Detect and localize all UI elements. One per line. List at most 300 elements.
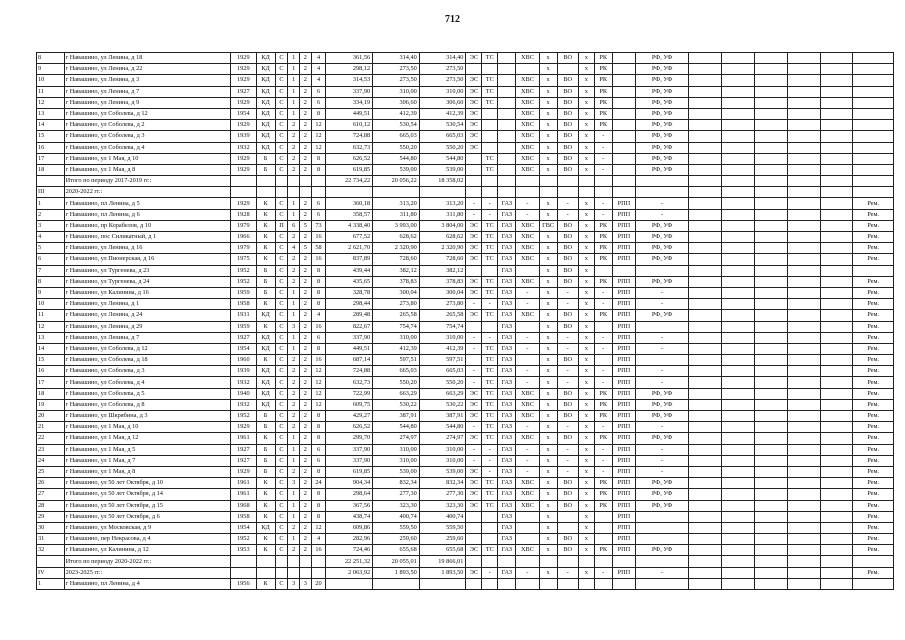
table-cell [754,310,787,321]
table-cell [299,556,311,567]
table-cell [721,489,754,500]
table-cell: х [578,411,594,422]
table-cell: 2 [299,399,311,410]
table-cell [482,578,498,589]
table-cell: 530,22 [373,399,420,410]
table-cell: ХВС [516,254,539,265]
table-cell: 1939 [231,366,256,377]
table-cell [256,567,275,578]
table-cell [721,545,754,556]
table-cell: х [578,567,594,578]
table-cell: 2 [299,534,311,545]
table-cell: С [275,355,288,366]
table-cell: 539,00 [373,466,420,477]
table-cell [689,478,722,489]
table-cell: 1 [288,534,300,545]
table-cell: 1 [288,332,300,343]
table-cell: 1 [288,310,300,321]
table-cell [498,64,516,75]
table-cell [820,578,853,589]
table-cell [288,556,300,567]
table-cell: ГАЗ [498,343,516,354]
table-cell: - [482,332,498,343]
table-cell [721,578,754,589]
table-cell: ТС [482,220,498,231]
table-cell: 544,80 [419,422,466,433]
table-cell [689,254,722,265]
table-cell: ЭС [466,220,482,231]
table-cell [612,164,635,175]
table-cell: 4 [311,534,326,545]
table-cell: 16 [311,321,326,332]
table-cell: Рем. [853,489,894,500]
table-cell [636,355,689,366]
table-cell: ГАЗ [498,522,516,533]
table-cell: К [256,321,275,332]
table-cell: ГАЗ [498,299,516,310]
table-cell: ЭС [466,276,482,287]
table-cell [787,276,820,287]
table-cell [754,511,787,522]
table-cell: ГВС [539,220,557,231]
table-cell: РК [594,478,612,489]
table-cell: - [557,567,578,578]
address-cell: г Навашино, ул Соболева, д 18 [64,355,231,366]
address-cell: г Навашино, ул 50 лет Октября, д 6 [64,511,231,522]
table-cell: ЭС [466,500,482,511]
table-cell [689,108,722,119]
table-cell: х [578,466,594,477]
table-cell [557,578,578,589]
address-cell: г Навашино, пер Некрасова, д 4 [64,534,231,545]
table-cell: х [578,131,594,142]
table-cell: - [516,287,539,298]
table-cell [689,153,722,164]
table-cell: РПП [612,399,635,410]
table-cell: ХВС [516,411,539,422]
table-cell: 8 [311,287,326,298]
table-cell: ВО [557,399,578,410]
table-cell: 2 [299,64,311,75]
table-cell: ВО [557,388,578,399]
table-cell [754,97,787,108]
table-cell [721,534,754,545]
table-cell [231,187,256,198]
table-cell [612,142,635,153]
table-cell: ЭС [466,433,482,444]
table-cell: РК [594,276,612,287]
table-cell: К [256,578,275,589]
table-cell [853,164,894,175]
table-cell [853,86,894,97]
table-cell [721,131,754,142]
table-cell: 2 [299,489,311,500]
table-cell [498,120,516,131]
table-cell [557,556,578,567]
table-cell [721,478,754,489]
table-cell: х [539,500,557,511]
table-cell [787,388,820,399]
table-cell [721,355,754,366]
table-cell: х [578,243,594,254]
table-cell: - [466,377,482,388]
table-cell: 22 251,32 [326,556,373,567]
table-cell: ХВС [516,220,539,231]
table-cell [754,556,787,567]
table-cell [721,567,754,578]
table-cell [754,64,787,75]
table-cell: х [578,522,594,533]
table-cell [721,422,754,433]
table-cell: ХВС [516,86,539,97]
table-cell: К [256,511,275,522]
table-cell: х [578,53,594,64]
table-cell: х [578,500,594,511]
table-cell: 12 [311,142,326,153]
table-cell: ТС [482,97,498,108]
table-cell [853,120,894,131]
address-cell: г Навашино, ул 1 Мая, д 5 [64,444,231,455]
table-cell: ТС [482,411,498,422]
table-cell: 3 804,00 [419,220,466,231]
table-cell [820,265,853,276]
table-cell: 274,97 [373,433,420,444]
table-cell [516,511,539,522]
table-cell: ГАЗ [498,545,516,556]
table-row [37,153,894,164]
table-cell: 323,30 [419,500,466,511]
address-cell: г Навашино, ул Ленина, д 18 [64,53,231,64]
table-cell: - [636,444,689,455]
table-cell: 2 [299,411,311,422]
table-cell: 58 [311,243,326,254]
table-cell [787,444,820,455]
table-cell: 277,30 [419,489,466,500]
table-cell: КД [256,399,275,410]
table-cell: С [275,108,288,119]
table-cell [820,164,853,175]
table-cell: 544,80 [373,153,420,164]
table-row [37,567,894,578]
table-cell: х [578,276,594,287]
address-cell: г Навашино, ул 50 лет Октября, д 14 [64,489,231,500]
table-cell: РФ, УФ [636,97,689,108]
table-cell [787,243,820,254]
table-cell: 2 [299,131,311,142]
table-cell: 2 [299,511,311,522]
table-cell: Рем. [853,220,894,231]
table-cell: С [275,276,288,287]
table-cell [594,556,612,567]
table-cell [721,287,754,298]
table-cell: х [578,299,594,310]
table-cell [498,131,516,142]
table-cell: ЭС [466,411,482,422]
table-cell: 12 [311,120,326,131]
table-cell [612,53,635,64]
table-cell [498,75,516,86]
row-index-cell: 9 [37,287,65,298]
table-cell: С [275,75,288,86]
table-cell [689,522,722,533]
table-cell: 822,67 [326,321,373,332]
row-index-cell: 27 [37,489,65,500]
table-cell: - [594,377,612,388]
table-cell: 73 [311,220,326,231]
table-cell: 1 893,50 [373,567,420,578]
table-cell: 530,22 [419,399,466,410]
row-index-cell: 20 [37,411,65,422]
table-cell: 1 [288,198,300,209]
table-cell: ТС [482,377,498,388]
table-cell: 310,00 [419,444,466,455]
table-cell: К [256,534,275,545]
table-cell: 2 [299,355,311,366]
table-cell: Рем. [853,243,894,254]
table-cell [754,108,787,119]
table-row [37,209,894,220]
table-cell [636,522,689,533]
table-cell: 8 [311,265,326,276]
table-cell [787,287,820,298]
table-cell: 2 [288,545,300,556]
table-cell [636,534,689,545]
table-cell: х [539,164,557,175]
table-cell: РФ, УФ [636,153,689,164]
table-cell [689,455,722,466]
table-cell: 337,90 [326,86,373,97]
table-cell [820,388,853,399]
row-index-cell: 12 [37,97,65,108]
table-row [37,187,894,198]
table-cell: РФ, УФ [636,75,689,86]
table-cell [754,75,787,86]
table-cell: С [275,388,288,399]
table-cell: 754,74 [373,321,420,332]
table-cell: С [275,377,288,388]
table-cell: КД [256,388,275,399]
table-cell: 832,34 [373,478,420,489]
table-cell [820,343,853,354]
address-cell: г Навашино, ул Пионерская, д 16 [64,254,231,265]
table-cell [482,64,498,75]
table-cell: С [275,232,288,243]
table-cell [498,164,516,175]
table-cell [299,567,311,578]
table-cell: ГАЗ [498,422,516,433]
table-row [37,75,894,86]
row-index-cell: 14 [37,343,65,354]
table-cell: РПП [612,220,635,231]
table-cell: 597,51 [419,355,466,366]
table-cell: РФ, УФ [636,545,689,556]
table-cell: 274,97 [419,433,466,444]
table-cell: КД [256,75,275,86]
table-cell: 1931 [231,310,256,321]
table-cell: х [539,243,557,254]
table-cell: 1929 [231,466,256,477]
table-cell: х [578,254,594,265]
table-cell [689,388,722,399]
table-cell: КД [256,131,275,142]
table-cell [754,187,787,198]
table-cell: 1929 [231,422,256,433]
table-cell: х [578,478,594,489]
table-cell [721,120,754,131]
table-cell: х [539,142,557,153]
table-cell: Рем. [853,478,894,489]
table-cell: 8 [311,108,326,119]
table-cell [754,198,787,209]
table-cell: 1961 [231,478,256,489]
table-cell [612,86,635,97]
row-index-cell: 5 [37,243,65,254]
table-cell: 632,73 [326,142,373,153]
table-cell: 2 [288,131,300,142]
table-cell: 4 [311,75,326,86]
table-cell: 1 [288,86,300,97]
table-cell [754,332,787,343]
table-cell: ЭС [466,287,482,298]
table-cell [820,198,853,209]
table-cell [853,142,894,153]
table-cell: ВО [557,131,578,142]
table-cell: х [539,433,557,444]
table-cell [820,310,853,321]
table-cell [594,187,612,198]
table-cell [689,411,722,422]
table-cell [636,265,689,276]
table-cell [853,75,894,86]
table-cell: 449,51 [326,343,373,354]
table-cell [721,198,754,209]
table-cell: ХВС [516,399,539,410]
table-cell: 6 [311,455,326,466]
table-cell: К [256,232,275,243]
table-cell: 8 [311,164,326,175]
table-cell [820,131,853,142]
table-cell: Рем. [853,534,894,545]
table-cell [787,176,820,187]
table-cell [787,377,820,388]
table-cell: РФ, УФ [636,220,689,231]
table-cell: ЭС [466,97,482,108]
table-cell: ВО [557,243,578,254]
address-cell: г Навашино, ул Шкрябина, д 3 [64,411,231,422]
table-cell: РФ, УФ [636,64,689,75]
table-cell: ГАЗ [498,366,516,377]
address-cell: г Навашино, ул 1 Мая, д 12 [64,433,231,444]
table-cell [498,578,516,589]
table-cell: С [275,343,288,354]
table-cell: 1939 [231,131,256,142]
row-index-cell: 24 [37,455,65,466]
table-cell: Рем. [853,232,894,243]
table-cell [482,522,498,533]
table-cell: ГАЗ [498,243,516,254]
table-cell [689,97,722,108]
table-cell: 1953 [231,545,256,556]
table-cell [466,321,482,332]
table-cell [516,522,539,533]
table-cell: 378,83 [419,276,466,287]
table-cell [498,153,516,164]
table-cell: х [539,265,557,276]
table-cell: С [275,444,288,455]
table-cell: С [275,422,288,433]
table-cell: РПП [612,332,635,343]
address-cell: г Навашино, ул Калинина, д 16 [64,287,231,298]
table-cell [689,220,722,231]
table-cell: 1 [288,433,300,444]
table-row [37,97,894,108]
table-cell: 2 [299,198,311,209]
table-cell [721,556,754,567]
table-cell: 1928 [231,209,256,220]
table-cell: х [539,511,557,522]
table-cell: ГАЗ [498,209,516,220]
table-cell: 1958 [231,511,256,522]
table-cell: - [557,444,578,455]
row-index-cell: 11 [37,310,65,321]
table-row [37,478,894,489]
table-cell: 22 734,22 [326,176,373,187]
table-cell: ЭС [466,232,482,243]
row-index-cell: 18 [37,164,65,175]
table-cell: РК [594,489,612,500]
table-cell: 24 [311,478,326,489]
address-cell: г Навашино, ул Ленина, д 16 [64,243,231,254]
table-cell [754,444,787,455]
table-cell: - [594,131,612,142]
table-cell: 6 [311,332,326,343]
table-cell: С [275,64,288,75]
table-cell [482,534,498,545]
table-cell [326,187,373,198]
table-cell: ВО [557,53,578,64]
table-cell [754,466,787,477]
address-cell: г Навашино, пос Силикатный, д 1 [64,232,231,243]
table-cell: 435,65 [326,276,373,287]
table-cell: Рем. [853,299,894,310]
table-cell: КД [256,53,275,64]
table-cell: К [256,254,275,265]
table-cell: ТС [482,478,498,489]
table-cell: 1 [288,97,300,108]
table-cell: ЭС [466,567,482,578]
table-cell: С [275,243,288,254]
table-cell: К [256,545,275,556]
table-cell: ВО [557,120,578,131]
table-cell: Рем. [853,422,894,433]
table-cell: 310,00 [419,86,466,97]
address-cell: г Навашино, ул Московская, д 9 [64,522,231,533]
table-cell: С [275,142,288,153]
table-cell: РФ, УФ [636,433,689,444]
table-cell: ТС [482,254,498,265]
table-row [37,232,894,243]
table-cell: 2 [299,332,311,343]
table-cell: 2 [288,399,300,410]
table-cell: ХВС [516,310,539,321]
table-cell: РПП [612,198,635,209]
table-cell: 2 [299,366,311,377]
table-cell: х [578,388,594,399]
table-cell: ТС [482,355,498,366]
table-cell [820,522,853,533]
table-cell: ТС [482,545,498,556]
table-cell: 259,60 [373,534,420,545]
